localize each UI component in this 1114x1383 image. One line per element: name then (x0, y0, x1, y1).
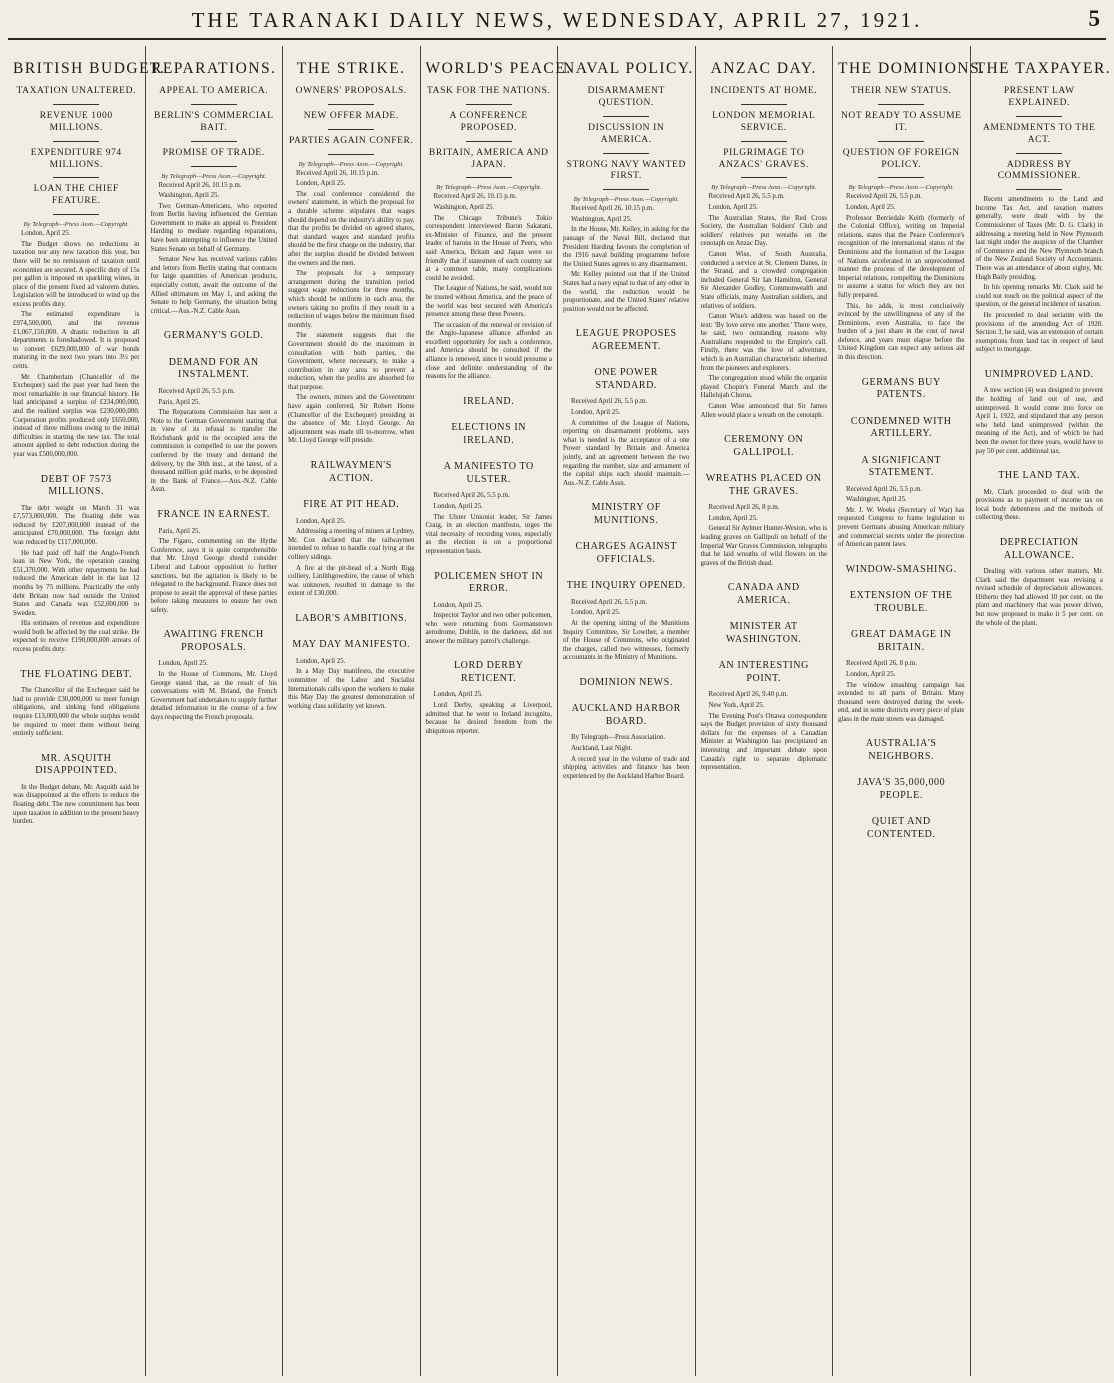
headline-divider (53, 214, 99, 215)
section-subheading: ELECTIONS IN IRELAND. (451, 422, 527, 446)
article-paragraph: The Reparations Commission has sent a Note to the German Government stating that in view of its refusal to transfer the Reichsbank gold to the occupied area the commission is compelled to use the powers conferred by the treaty and demand the delivery, by the 30th inst., at the latest, of a thousand million gold marks, to be deposited in the Bank of France.—Aus.-N.Z. Cable Assn. (150, 409, 277, 494)
article-headline: BRITISH BUDGET. (13, 60, 166, 77)
article-subheading: NEW OFFER MADE. (303, 110, 399, 121)
headline-divider (603, 189, 649, 190)
news-columns (8, 46, 1112, 1376)
article-paragraph: Received April 26, 5.5 p.m. (571, 398, 648, 406)
headline-divider (878, 177, 924, 178)
section-subheading: CONDEMNED WITH ARTILLERY. (850, 415, 952, 440)
masthead (0, 0, 1114, 42)
section-subheading: A SIGNIFICANT STATEMENT. (861, 454, 942, 479)
telegraph-credit: By Telegraph—Press Assn.—Copyright. (298, 160, 404, 168)
article-paragraph: A fire at the pit-head of a North Rigg colliery, Linlithgowshire, the cause of which was unknown, resulted in damage to the extent of £30,000. (288, 564, 415, 598)
news-column (421, 46, 572, 1376)
headline-divider (191, 166, 237, 167)
section-subheading: MINISTER AT WASHINGTON. (725, 621, 802, 645)
headline-divider (603, 153, 649, 154)
article-subheading: NOT READY TO ASSUME IT. (840, 110, 962, 133)
article-headline: THE TAXPAYER. (975, 60, 1112, 77)
headline-divider (466, 104, 512, 105)
headline-divider (328, 104, 374, 105)
article-paragraph: The estimated expenditure is £974,500,000, and the revenue £1,067,150,000. A drastic reduction in all departments is foreshadowed. It is proposed to convert £629,000,000 of war bonds maturing in the next two years into 3½ per cents. (13, 311, 140, 371)
telegraph-credit: By Telegraph—Press Assn.—Copyright. (23, 221, 129, 229)
article-paragraph: London, April 25. (708, 203, 758, 211)
article-paragraph: The owners, miners and the Government have again conferred, Sir Robert Horne (Chancellor of the Exchequer) presiding in the absence of Mr. Lloyd George. An adjournment was made till to-morrow, when Mr. Lloyd George will preside. (288, 394, 415, 445)
telegraph-credit: By Telegraph—Press Assn.—Copyright. (161, 172, 267, 180)
article-subheading: INCIDENTS AT HOME. (710, 86, 818, 96)
headline-divider (1016, 153, 1062, 154)
headline-divider (53, 141, 99, 142)
article-subheading: BRITAIN, AMERICA AND JAPAN. (428, 147, 549, 170)
headline-divider (741, 141, 787, 142)
article-paragraph: Received April 26, 10.15 p.m. (158, 181, 242, 189)
article-subheading: TAXATION UNALTERED. (16, 86, 137, 96)
section-subheading: DEMAND FOR AN INSTALMENT. (168, 356, 259, 381)
article-subheading: REVENUE 1000 MILLIONS. (39, 110, 113, 133)
headline-divider (53, 177, 99, 178)
article-paragraph: The Ulster Unionist leader, Sir James Craig, in an election manifesto, urges the vital necessity of recording votes, especially as the election is on a proportional representation basis. (425, 513, 552, 555)
page-number: 5 (1088, 6, 1100, 31)
article-subheading: PARTIES AGAIN CONFER. (289, 135, 414, 146)
section-subheading: GREAT DAMAGE IN BRITAIN. (851, 629, 952, 653)
section-subheading: JAVA'S 35,000,000 PEOPLE. (857, 777, 946, 801)
article-paragraph: London, April 25. (571, 609, 621, 617)
article-subheading: LONDON MEMORIAL SERVICE. (712, 110, 816, 133)
article-paragraph: At the opening sitting of the Munitions Inquiry Committee, Sir Lowther, a member of the House of Commons, who originated the charges, called two witnesses, formerly accountants in the Ministry of Munitions. (563, 620, 690, 662)
section-subheading: GERMANS BUY PATENTS. (861, 376, 941, 401)
news-column (696, 46, 834, 1376)
section-subheading: IRELAND. (463, 395, 515, 407)
article-paragraph: Inspector Taylor and two other policemen, who were returning from Gormanstown aerodrome, Dublin, in the darkness, did not answer the military patrol's challenge. (425, 612, 552, 645)
article-subheading: APPEAL TO AMERICA. (159, 86, 269, 96)
headline-divider (878, 141, 924, 142)
article-paragraph: New York, April 25. (708, 701, 765, 709)
headline-divider (741, 177, 787, 178)
article-paragraph: London, April 25. (296, 517, 346, 525)
article-paragraph: Washington, April 25. (846, 496, 907, 504)
article-subheading: EXPENDITURE 974 MILLIONS. (30, 147, 122, 170)
section-subheading: THE INQUIRY OPENED. (566, 580, 686, 592)
article-paragraph: The Budget shows no reductions in taxation nor any new taxation this year, but there will be no remission of taxation until economies are secured. A specific duty of 15s per gallon is imposed on sparkling wines, in place of the present fixed ad valorem duties. Legislation will be introduced to wind up the excess profits duty. (13, 240, 140, 308)
article-paragraph: General Sir Aylmer Hunter-Weston, who is leading graves on Gallipoli on behalf of the Imperial War Graves Commission, telegraphs that he laid wreaths of wild flowers on the graves of the British dead. (700, 525, 827, 567)
article-paragraph: He proceeded to deal seriatim with the provisions of the amending Act of 1920. Section 3, he said, was an extension of certain exemptions from land tax in respect of land subject to mortgage. (975, 311, 1103, 354)
news-column (558, 46, 696, 1376)
headline-divider (466, 177, 512, 178)
section-subheading: DEBT OF 7573 MILLIONS. (40, 473, 112, 498)
article-subheading: THEIR NEW STATUS. (850, 86, 952, 96)
section-subheading: FRANCE IN EARNEST. (157, 509, 271, 521)
article-paragraph: London, April 25. (296, 657, 346, 665)
section-subheading: A MANIFESTO TO ULSTER. (443, 461, 534, 485)
section-subheading: FIRE AT PIT HEAD. (303, 499, 400, 511)
article-paragraph: London, April 25. (846, 203, 896, 211)
article-subheading: QUESTION OF FOREIGN POLICY. (842, 147, 960, 170)
headline-divider (328, 129, 374, 130)
article-paragraph: The debt weight on March 31 was £7,573,000,000. The floating debt was reduced by £207,000,000 instead of the anticipated £70,000,000. The foreign debt was reduced by £117,000,000. (13, 504, 140, 546)
article-paragraph: The League of Nations, he said, would not be trusted without America, and the peace of the world was best secured with America's presence among these three Powers. (425, 285, 552, 319)
article-subheading: STRONG NAVY WANTED FIRST. (566, 159, 686, 182)
article-subheading: DISARMAMENT QUESTION. (587, 86, 665, 108)
article-headline: THE STRIKE. (296, 60, 406, 77)
article-headline: ANZAC DAY. (710, 60, 817, 77)
article-paragraph: Mr. Clark proceeded to deal with the provisions as to payment of income tax on local body debentures and the methods of collecting these. (975, 488, 1103, 522)
article-paragraph: This, he adds, is most conclusively evinced by the unwillingness of any of the Dominions, even Australia, to face the burden of a just share in the cost of naval defence, and years must elapse before the United Kingdom can expect any serious aid in this direction. (838, 302, 965, 362)
article-paragraph: Received April 26, 8 p.m. (846, 660, 917, 668)
article-paragraph: London, April 25. (433, 691, 483, 699)
article-subheading: ADDRESS BY COMMISSIONER. (997, 159, 1081, 182)
masthead-rule (8, 38, 1106, 40)
section-subheading: CHARGES AGAINST OFFICIALS. (575, 541, 677, 565)
article-paragraph: Mr. Kelley pointed out that if the United States had a navy equal to that of any other in the world, the reduction would be proportionate, and the United States' relative position would not be affected. (563, 271, 690, 313)
headline-divider (741, 104, 787, 105)
article-paragraph: Paris, April 25. (158, 527, 201, 535)
section-subheading: THE LAND TAX. (998, 470, 1081, 482)
article-paragraph: The occasion of the renewal or revision of the Anglo-Japanese alliance afforded an excellent opportunity for such a conference, and America should be consulted if the alliance is renewed, since it would presume a close and definite understanding of the reasons for the alliance. (425, 321, 552, 381)
article-paragraph: The statement suggests that the Government should do the maximum in consultation with both parties, the Government, where necessary, to make a contribution in any area to prevent a reduction, when the profits are absorbed for that purpose. (288, 332, 415, 391)
article-paragraph: Received April 26, 5.5 p.m. (708, 193, 785, 201)
headline-divider (603, 116, 649, 117)
article-paragraph: Canon Wise, of South Australia, conducted a service at St. Clement Danes, in the Strand, and a crowded congregation included General Sir Ian Hamilton, General Sir Alexander Godley, Commonwealth and State officials, many Australian soldiers, and relatives of soldiers. (700, 250, 827, 310)
article-paragraph: London, April 25. (571, 408, 621, 416)
article-subheading: PRESENT LAW EXPLAINED. (1003, 86, 1075, 108)
article-headline: NAVAL POLICY. (563, 60, 694, 77)
article-paragraph: In the House, Mr. Kelley, in asking for the passage of the Naval Bill, declared that President Harding favours the completion of the 1916 naval building programme before the United States agrees to any disarmament. (563, 226, 690, 268)
article-paragraph: The congregation stood while the organist played Chopin's Funeral March and the Hallelujah Chorus. (700, 375, 827, 400)
article-subheading: BERLIN'S COMMERCIAL BAIT. (154, 110, 274, 133)
article-paragraph: A record year in the volume of trade and shipping activities and finance has been experienced by the Auckland Harbor Board. (563, 755, 690, 780)
section-subheading: MINISTRY OF MUNITIONS. (591, 502, 661, 526)
news-column (833, 46, 986, 1376)
article-paragraph: The Chancellor of the Exchequer said he had to provide £30,000,000 to meet foreign obligations, and sinking fund obligations require £13,000,000 the whole surplus would be required to meet them without being entirely sufficient. (13, 687, 140, 738)
article-headline: REPARATIONS. (150, 60, 277, 77)
article-paragraph: His estimates of revenue and expenditure would both be affected by the coal strike. He expected to receive £190,000,000 arrears of excess profits duty. (13, 620, 140, 654)
section-subheading: POLICEMEN SHOT IN ERROR. (434, 570, 544, 594)
article-paragraph: Washington, April 25. (571, 215, 632, 223)
article-subheading: OWNERS' PROPOSALS. (295, 86, 407, 96)
article-paragraph: Lord Derby, speaking at Liverpool, admitted that he went to Ireland incognito, because he desired freedom from the ubiquitous reporter. (425, 702, 552, 735)
article-paragraph: London, April 25. (296, 180, 346, 188)
article-paragraph: The window smashing campaign has extended to all parts of Britain. Many thousand were destroyed during the week-end, and in some districts every piece of plate glass in the main streets was damaged. (838, 681, 965, 723)
section-subheading: WINDOW-SMASHING. (845, 563, 957, 575)
article-paragraph: Dealing with various other matters, Mr. Clark said the department was revising a revised schedule of depreciation allowances. Hitherto they had allowed 10 per cent. on the plant and machinery that was power driven, but now proposed to make it 5 per cent. on the whole of the plant. (975, 568, 1103, 627)
article-paragraph: Canon Wise's address was based on the text: 'By love serve one another.' There were, he said, two outstanding reasons why Australians responded to the Empire's call. Firstly, there was the love of adventure, which is an Australian characteristic inherited from the pioneers and explorers. (700, 313, 827, 372)
article-headline: WORLD'S PEACE. (425, 60, 572, 77)
article-subheading: AMENDMENTS TO THE ACT. (982, 122, 1096, 145)
section-subheading: LEAGUE PROPOSES AGREEMENT. (575, 328, 677, 352)
article-paragraph: The proposals for a temporary arrangement during the transition period suggest wage reductions for three months, which should be uniform in each area, the owners taking no profits if they result in a reduction of wages below the minimum fixed monthly. (288, 270, 415, 329)
article-paragraph: London, April 25. (433, 601, 483, 609)
section-subheading: AUCKLAND HARBOR BOARD. (571, 703, 681, 727)
article-paragraph: A new section (4) was designed to prevent the holding of land out of use, and unimproved. It would come into force on April 1, 1922, and stipulated that any person who held land unimproved (within the meaning of the Act), and of which he had been the owner for three years, would have to pay 50 per cent. additional tax. (975, 387, 1103, 455)
article-paragraph: Paris, April 25. (158, 398, 201, 406)
article-paragraph: Washington, April 25. (433, 203, 495, 211)
article-paragraph: The Australian States, the Red Cross Society, the Australian Soldiers' Club and soldiers' relatives put wreaths on the cenotaph on Anzac Day. (700, 214, 827, 248)
article-subheading: PILGRIMAGE TO ANZACS' GRAVES. (718, 147, 809, 170)
section-subheading: CANADA AND AMERICA. (727, 582, 800, 606)
article-paragraph: By Telegraph—Press Association. (571, 734, 666, 742)
article-paragraph: In the House of Commons, Mr. Lloyd George stated that, as the result of his conversations with M. Briand, the French Government had undertaken to supply further detailed information in the course of a few days respecting the French proposals. (150, 671, 277, 722)
article-paragraph: The Chicago Tribune's Tokio correspondent interviewed Baron Sakatani, ex-Minister of Finance, and the present leader of barons in the House of Peers, who said America, Britain and Japan were so friendly that if statesmen of each country sat at a common table, many complications could be avoided. (425, 214, 552, 282)
article-paragraph: The Figaro, commenting on the Hythe Conference, says it is quite comprehensible that Mr. Lloyd George should consider Liberal and Labour opposition to further sanctions, but the agitation is likely to be relegated to the background. France does not propose to await the approval of these parties before taking measures to ensure her own safety. (150, 538, 277, 614)
article-paragraph: Recent amendments to the Land and Income Tax Act, and taxation matters generally, were dealt with by the Commissioner of Taxes (Mr. D. G. Clark) in addressing a meeting held in New Plymouth last night under the auspices of the Chamber of Commerce and the New Plymouth branch of the New Zealand Society of Accountants. There was an attendance of about eighty, Mr. Hugh Baily presiding. (975, 196, 1103, 281)
article-paragraph: London, April 25. (846, 670, 896, 678)
section-subheading: QUIET AND CONTENTED. (867, 816, 936, 840)
article-paragraph: Received April 26, 5.5 p.m. (846, 485, 923, 493)
article-paragraph: Received April 26, 5.5 p.m. (846, 193, 923, 201)
article-paragraph: Received April 26, 10.15 p.m. (433, 193, 517, 201)
headline-divider (328, 154, 374, 155)
article-subheading: LOAN THE CHIEF FEATURE. (33, 184, 119, 207)
newspaper-title: THE TARANAKI DAILY NEWS, WEDNESDAY, APRIL 27, 1921. (191, 8, 923, 32)
article-paragraph: London, April 25. (433, 502, 483, 510)
article-paragraph: Received April 26, 9.40 p.m. (708, 691, 789, 699)
article-paragraph: Canon Wise announced that Sir James Allen would place a wreath on the cenotaph. (700, 403, 827, 419)
article-paragraph: Received April 26, 5.5 p.m. (158, 387, 235, 395)
section-subheading: CEREMONY ON GALLIPOLI. (724, 434, 804, 458)
article-paragraph: A committee of the League of Nations, reporting on disarmament problems, says what is needed is the acceptance of a one Power standard by Britain and America jointly, and an agreement between the two regarding the number, size and armament of the capital ships each should maintain.—Aus.-N.Z. Cable Assn. (563, 419, 690, 487)
telegraph-credit: By Telegraph—Press Assn.—Copyright. (848, 184, 954, 192)
section-subheading: DOMINION NEWS. (579, 676, 673, 688)
section-subheading: ONE POWER STANDARD. (594, 367, 658, 391)
section-subheading: DEPRECIATION ALLOWANCE. (999, 537, 1079, 561)
article-paragraph: Received April 26, 10.15 p.m. (296, 169, 380, 177)
telegraph-credit: By Telegraph—Press Assn.—Copyright. (711, 184, 817, 192)
article-paragraph: The coal conference considered the owners' statement, in which the proposal for a durable scheme stipulates that wages should depend on the industry's ability to pay, that the profits be divided on agreed shares, that standard wages and standard profits should be the first charge on the industry, that after the surplus should be divided between the owners and the men. (288, 190, 415, 267)
section-subheading: LORD DERBY RETICENT. (453, 660, 524, 684)
article-paragraph: Two German-Americans, who reported from Berlin having influenced the German Government to make an appeal to President Harding to mediate regarding reparations, have been attempting to influence the United States Senate on behalf of Germany. (150, 202, 277, 253)
section-subheading: RAILWAYMEN'S ACTION. (310, 460, 392, 484)
section-subheading: AWAITING FRENCH PROPOSALS. (163, 629, 264, 653)
section-subheading: AUSTRALIA'S NEIGHBORS. (865, 738, 937, 762)
article-paragraph: Received April 26, 5.5 p.m. (433, 492, 510, 500)
news-column (146, 46, 284, 1376)
article-headline: THE DOMINIONS. (838, 60, 986, 77)
headline-divider (191, 104, 237, 105)
headline-divider (878, 104, 924, 105)
article-paragraph: In his opening remarks Mr. Clark said he could not touch on the political aspect of the question, or the general incidence of taxation. (975, 284, 1103, 309)
article-paragraph: Professor Berriedale Keith (formerly of the Colonial Office), writing on Imperial relations, states that the Peace Conference's recognition of the international status of the Dominions and the formation of the League of Nations accelerated in an unprecedented manner the process of the development of Imperial relations, compelling the Dominions to assume a status for which they are not fully prepared. (838, 214, 965, 299)
article-subheading: DISCUSSION IN AMERICA. (588, 122, 665, 145)
article-paragraph: Auckland, Last Night. (571, 745, 633, 753)
section-subheading: MR. ASQUITH DISAPPOINTED. (35, 752, 118, 777)
section-subheading: GERMANY'S GOLD. (163, 330, 264, 342)
news-column (283, 46, 421, 1376)
article-subheading: A CONFERENCE PROPOSED. (449, 110, 528, 133)
article-paragraph: Received April 26, 8 p.m. (708, 504, 780, 512)
article-paragraph: In a May Day manifesto, the executive committee of the Labor and Socialist Internationals calls upon the workers to make this May Day the greatest demonstration of working class solidarity yet known. (288, 668, 415, 710)
article-paragraph: Senator New has received various cables and letters from Berlin stating that contracts for large quantities of American products, especially cotton, await the outcome of the Allied ultimatum on May 1, and asking the Senate to help Germany, the situation being critical.—Aus.-N.Z. Cable Assn. (150, 256, 277, 315)
section-subheading: UNIMPROVED LAND. (984, 368, 1094, 380)
headline-divider (191, 141, 237, 142)
article-paragraph: London, April 25. (708, 514, 758, 522)
news-column (971, 46, 1112, 1376)
headline-divider (53, 104, 99, 105)
headline-divider (466, 141, 512, 142)
section-subheading: AN INTERESTING POINT. (718, 660, 809, 684)
article-paragraph: London, April 25. (21, 230, 71, 238)
article-paragraph: The Evening Post's Ottawa correspondent says the Budget provision of sixty thousand dollars for the expenses of a Canadian Minister at Washington has precipitated an interesting and important debate upon Canada's right to separate diplomatic representation. (700, 712, 827, 772)
article-paragraph: London, April 25. (158, 660, 208, 668)
telegraph-credit: By Telegraph—Press Assn.—Copyright. (436, 184, 542, 192)
telegraph-credit: By Telegraph—Press Assn.—Copyright. (573, 196, 679, 204)
section-subheading: LABOR'S AMBITIONS. (295, 612, 408, 624)
article-paragraph: Washington, April 25. (158, 192, 220, 200)
headline-divider (1016, 189, 1062, 190)
section-subheading: THE FLOATING DEBT. (20, 668, 133, 680)
section-subheading: MAY DAY MANIFESTO. (292, 639, 411, 651)
article-paragraph: Addressing a meeting of miners at Lydney, Mr. Cox declared that the railwaymen intended to refuse to handle coal lying at the colliery sidings. (288, 528, 415, 561)
article-subheading: PROMISE OF TRADE. (162, 147, 265, 158)
headline-divider (1016, 116, 1062, 117)
news-column (8, 46, 166, 1376)
article-paragraph: In the Budget debate, Mr. Asquith said he was disappointed at the efforts to reduce the floating debt. The new commitment has been upon taxation in addition to the present heavy burden. (13, 783, 140, 826)
article-paragraph: Received April 26, 10.15 p.m. (571, 205, 655, 213)
article-subheading: TASK FOR THE NATIONS. (426, 86, 551, 96)
section-subheading: WREATHS PLACED ON THE GRAVES. (705, 473, 822, 497)
article-paragraph: Received April 26, 5.5 p.m. (571, 598, 648, 606)
article-paragraph: He had paid off half the Anglo-French loan in New York, the operation causing £51,370,000. With other repayments he had reduced the American debt in the last 12 months by 75 millions. Practically the only debt Britain now had outside the United States and Canada was £52,000,000 to Sweden. (13, 549, 140, 617)
article-paragraph: Mr. J. W. Weeks (Secretary of War) has requested Congress to frame legislation to prevent Germans abusing American military and commercial secrets under the protection of American patent laws. (838, 506, 965, 549)
section-subheading: EXTENSION OF THE TROUBLE. (849, 590, 953, 614)
article-paragraph: Mr. Chamberlain (Chancellor of the Exchequer) said the past year had been the most remarkable in our financial history. He had anticipated a surplus of £234,000,000, and the realised surplus was £230,000,000. Corporation profits produced only £650,000, instead of three millions owing to the initial difficulties in starting the new tax. The total amount applied to debt reduction during the year was £500,000,000. (13, 373, 140, 458)
